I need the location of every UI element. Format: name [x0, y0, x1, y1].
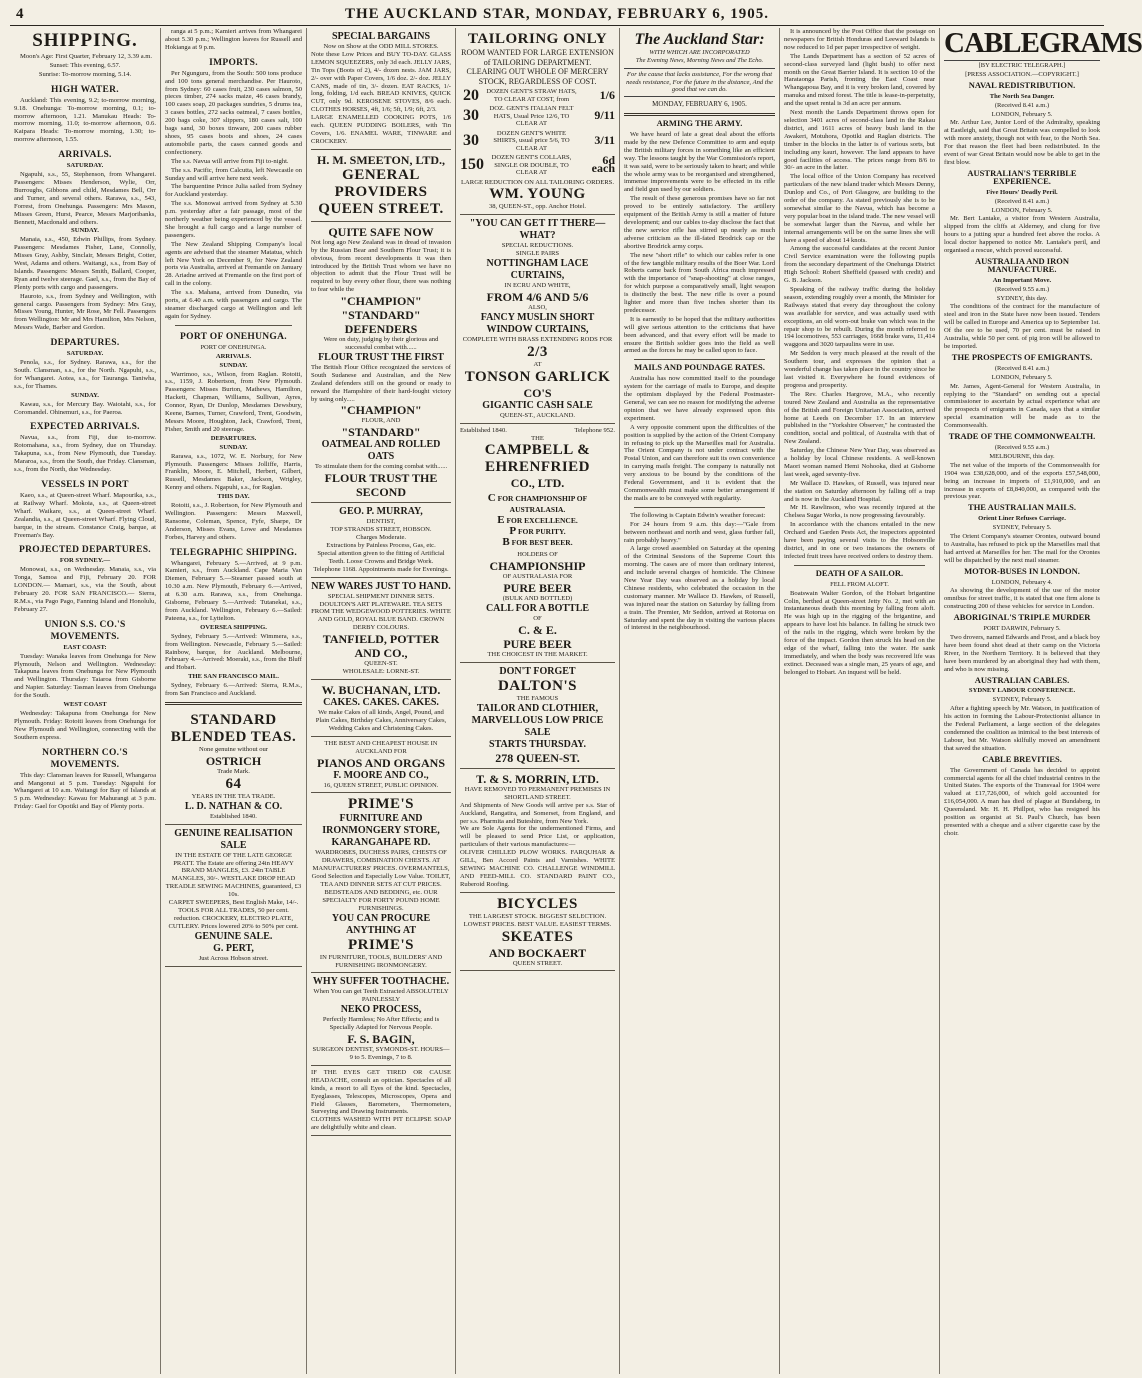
west-coast-heading: WEST COAST	[63, 701, 107, 709]
cable-heading: AUSTRALIAN'S TERRIBLE EXPERIENCE.	[967, 167, 1077, 186]
local-news: A large crowd assembled on Saturday at the opening of the Criminal Sessions of the Supreme Court this morning. The cases are of more than ordinary interest, and include several charges of homicide. The Chinese New Year Day was observed as a holiday by local Chinese residents, who celebrated the occasion in the customary manner. Mr Wallace D. Hawkes, of Russell, was injured near the station on Saturday by falling from a train. The Premier, Mr Seddon, arrived at Rotorua on Saturday and spent the day in visiting the various places of interest in the neighbourhood.	[624, 545, 775, 632]
news-paragraph: Next month the Lands Department throws open for selection 3401 acres of second-class land in the Rakau district, and 1611 acres of heavy bush land in the Awakeri, Motuhora, Opotiki and Raglan districts. The timber in the blocks in the latter is of various sorts, but including any kauri, however. The land appears to have good facilities of access. The prices range from 8/6 to 30/- an acre in the latter.	[784, 109, 935, 172]
arrivals-more-text: Hauroto, s.s., from Sydney and Wellington, with general cargo. Passengers from Sydney: Mrs Gray, Misses Young, Hunter, Mr Rose, Mr Fell. Passengers from Wellington: Mr and Mrs Hamilton, Mrs Nelson, Messrs Wade, Barber and Gordon.	[14, 292, 156, 332]
ad-campbell-ehrenfried: Established 1840. Telephone 952. THE CAMPBELL & EHRENFRIED CO., LTD. C FOR CHAMPIONSHIP OF AUSTRALASIA. E FOR EXCELLENCE. P FOR PURITY. B FOR BEST BEER. HOLDERS OF CHAMPIONSHIP OF AUSTRALASIA FOR PURE BEER (BULK AND BOTTLED) CALL FOR A BOTTLE OF C. & E. PURE BEER THE CHOICEST IN THE MARKET.	[460, 424, 615, 663]
arming-paragraph: The result of these generous promises have so far not proved to be entirely satisfactory. The artillery equipment of the British Army is still a matter of future development; and our cables to-day disclose the fact that the new service rifle has stirred up nearly as much adverse criticism as the ill-fated Brodrick cap or the abortive Brodrick army corps.	[624, 195, 775, 250]
column-local-news	[780, 28, 940, 1374]
cable-text: The Government of Canada has decided to appoint commercial agents for all the chief industrial centres in the United States. The exports of the Transvaal for 1904 were valued at £17,726,000, of which gold accounted for £16,054,000. A man has died of plague at Bundaberg, in Queensland. Mr. H. H. Phillpot, who has resigned his position as organist at St. Paul's Church, has been presented with a cheque and a silver cigarette case by the choir.	[944, 766, 1100, 837]
oversea-shipping-text: Sydney, February 5.—Arrived: Wimmera, s.s., from Wellington. Newcastle, February 5.—Sailed: Rainbow, barque, for Auckland. Melbourne, February 4.—Arrived: Moeraki, s.s., from the Bluff and Hobart.	[165, 632, 302, 672]
death-text: Boatswain Walter Gordon, of the Hobart brigantine Colin, berthed at Queen-street Jetty No. 2, met with an instantaneous death this morning by falling from aloft. He was high up in the rigging of the brigantine, and appears to have lost his balance. In falling he struck two of the rails in the rigging, which were broken by the force of the impact. Gordon then struck his head on the edge of the wharf, falling into the water. He sank immediately, and when the body was recovered life was extinct. Deceased was a single man, 25 years of age, and belonged to Hobart. An inquest will be held.	[784, 589, 935, 676]
arrivals-text: Ngapuhi, s.s., 55, Stephenson, from Whangarei. Passengers: Misses Henderson, Wylie, Orr, Burroughs, Gibbons and child, Mesdames Bell, Orr and Turner, and several others. Rarawa, s.s., 543, Forrest, from Onehunga. Passengers: Mrs Mason, Misses Green, Hurst, Pearce, Messrs Marjoribanks, Bennett, Macdonald and others.	[14, 171, 156, 226]
death-heading: DEATH OF A SAILOR.	[815, 567, 904, 578]
news-paragraph: Mr H. Rawlinson, who was recently injured at the Chelsea Sugar Works, is now progressing favourably.	[784, 504, 935, 520]
ad-bicycles: BICYCLES THE LARGEST STOCK. BIGGEST SELECTION. LOWEST PRICES. BEST VALUE. EASIEST TERMS. SKEATES AND BOCKAERT QUEEN STREET.	[460, 893, 615, 972]
editorial-date: MONDAY, FEBRUARY 6, 1905.	[652, 100, 747, 109]
arrivals-day: SATURDAY.	[66, 162, 104, 170]
cable-text: After a fighting speech by Mr. Watson, in justification of his action in forming the Labour-Protectionist alliance in the Federal Parliament, a large section of the delegates condemned the coalition as inimical to the best interests of Labour, but Mr. Watson skilfully moved an amendment that saved the situation.	[944, 705, 1100, 752]
ad-smeeton: H. M. SMEETON, LTD., GENERAL PROVIDERS QUEEN STREET.	[311, 150, 451, 222]
cable-heading: MOTOR-BUSES IN LONDON.	[964, 565, 1080, 576]
shipping-note-4: The s.s. Monowai arrived from Sydney at 5.30 p.m. yesterday after a fair passage, most of the northerly weather being experienced by the vessel. She brought a full cargo and a large number of passengers.	[165, 200, 302, 239]
union-movements-text: Tuesday: Wanaka leaves from Onehunga for New Plymouth, Nelson and Wellington. Wednesday: Takapuna leaves from Onehunga for New Plymouth and Wellington. Thursday: Taiaroa from Gisborne and Napier. Saturday: Tasman leaves from Onehunga for the South.	[14, 652, 156, 700]
column-cablegrams: CABLEGRAMS [BY ELECTRIC TELEGRAPH.] [PRESS ASSOCIATION.—COPYRIGHT.] NAVAL REDISTRIBUTION. The North Sea Danger. (Received 8.41 a.m.) LONDON, February 5. Mr. Arthur Lee, Junior Lord of the Admiralty, speaking at Eastleigh, said that Great Britain was compelled to look with more anxiety, though not with fear, to the North Sea. For that reason the fleet had been redistributed. In the event of war Great Britain would now be able to get in the first blow. AUSTRALIAN'S TERRIBLE EXPERIENCE. Five Hours' Deadly Peril. (Received 8.41 a.m.) LONDON, February 5. Mr. Bert Lantake, a visitor from Western Australia, slipped from the cliffs at Alderney, and clung for five hours to a jutting spur a hundred feet above the rocks. A local doctor happened to notice Mr. Lantake's peril, and organised a rescue, which proved successful. AUSTRALIA AND IRON MANUFACTURE. An Important Move. (Received 9.55 a.m.) SYDNEY, this day. The conditions of the contract for the manufacture of steel and iron in the State have now been issued. Tenders will be called in Europe and America up to September 1st. Of the ore to be used, 70 per cent. must be raised in Australia, while 50 per cent. of pig iron will be allowed to be imported. THE PROSPECTS OF EMIGRANTS. (Received 8.41 a.m.) LONDON, February 5. Mr. James, Agent-General for Western Australia, in replying to the "Standard" on sending out a special commissioner to ascertain by actual experience what are the prospects of emigrants in Canada, says that a similar special examination will be made as to the Commonwealth. TRADE OF THE COMMONWEALTH. (Received 9.55 a.m.) MELBOURNE, this day. The net value of the imports of the Commonwealth for 1904 was £38,628,000, and of the exports £57,548,000, being an increase in imports of £1,910,000, and an increase in exports of £8,840,000, as compared with the previous year. THE AUSTRALIAN MAILS. Orient Liner Refuses Carriage. SYDNEY, February 5. The Orient Company's steamer Orontes, outward bound to Australia, has refused to pick up the Marseilles mail that had arrived at Marseilles for her. The mail for the Orontes will be dispatched by the next mail steamer. MOTOR-BUSES IN LONDON. LONDON, February 4. As showing the development of the use of the motor omnibus for street traffic, it is stated that one firm alone is constructing 200 of these vehicles for service in London. ABORIGINAL'S TRIPLE MURDER PORT DARWIN, February 5. Two drovers, named Edwards and Frost, and a black boy have been found shot dead at their camp on the Victoria River, in the Northern Territory. It is believed that they have been murdered by an aboriginal they had with them, and who is now missing. AUSTRALIAN CABLES. SYDNEY LABOUR CONFERENCE. SYDNEY, February 5. After a fighting speech by Mr. Watson, in justification of his action in forming the Labour-Protectionist alliance in the Federal Parliament, a large section of the delegates condemned the coalition as inimical to the best interests of Labour, but Mr. Watson skilfully moved an amendment that saved the situation. CABLE BREVITIES. The Government of Canada has decided to appoint commercial agents for all the chief industrial centres in the United States. The exports of the Transvaal for 1904 were valued at £17,726,000, of which gold accounted for £16,054,000. A man has died of plague at Bundaberg, in Queensland. Mr. H. H. Phillpot, who has resigned his position as organist at St. Paul's Church, has been presented with a cheque and a silver cigarette case by the choir.	[944, 27, 1142, 837]
this-day-text: Rotoiti, s.s., J. Robertson, for New Plymouth and Wellington. Passengers: Messrs Maxwell, Ransome, Coleman, Spence, Fyfe, Sharpe, Dr Anderson, Misses Evans, Lowe and Mesdames Forbes, Harvey and others.	[165, 502, 302, 541]
union-movements-heading: UNION S.S. CO.'S MOVEMENTS.	[44, 619, 126, 642]
mails-heading: MAILS AND POUNDAGE RATES.	[634, 362, 765, 373]
ad-realisation-sale: GENUINE REALISATION SALE IN THE ESTATE OF THE LATE GEORGE PRATT. The Estate are offering 24in HEAVY BRAND MANGLES, £3. 24in TABLE MANGLES, 30/-. WESTLAKE DROP HEAD TREADLE SEWING MACHINES, guaranteed, £3 10s. CARPET SWEEPERS, Best English Make, 14/-. TOOLS FOR ALL TRADES, 50 per cent. reduction. CROCKERY, ELECTRO PLATE, CUTLERY. Prices lowered 20% to 50% per cent. GENUINE SALE. G. PERT, Just Across Hobson street.	[165, 825, 302, 967]
imports-text: Per Ngunguru, from the South: 500 tons produce and 100 tons general merchandise. Per Hauroto, from Sydney: 60 cases fruit, 230 cases salmon, 50 pieces timber, 274 sacks maize, 46 cases brandy, 100 cases soap, 20 packages sundries, 5 drums tea, 3 cases bottles, 272 sacks oatmeal, 7 cases bottles, 200 bags coke, 307 slippers, 180 cases salt, 100 bags sand, 30 boxes tinware, 200 cases rubber shoes, 95 cases boots and shoes, 24 cases automobile parts, the cases canned goods and confectionery.	[165, 69, 302, 156]
column-ads-1	[307, 28, 456, 1374]
news-paragraph: Mr Seddon is very much pleased at the result of the Southern tour, and expresses the opinion that a wonderful change has taken place in the country since he last visited it. Everywhere he found evidences of progress and prosperity.	[784, 350, 935, 389]
ad-buchanan-cakes: W. BUCHANAN, LTD. CAKES. CAKES. CAKES. We make Cakes of all kinds, Angel, Pound, and Plain Cakes, Birthday Cakes, Anniversary Cakes, Wedding Cakes and Christening Cakes.	[311, 680, 451, 737]
cable-text: Mr. Arthur Lee, Junior Lord of the Admiralty, speaking at Eastleigh, said that Great Britain was compelled to look with more anxiety, though not with fear, to the North Sea. For that reason the fleet had been redistributed. In the event of war Great Britain would now be able to get in the first blow.	[944, 119, 1100, 166]
ad-pianos-organs: THE BEST AND CHEAPEST HOUSE IN AUCKLAND FOR PIANOS AND ORGANS F. MOORE AND CO., 16, QUEEN STREET, PUBLIC OPINION.	[311, 737, 451, 794]
cable-text: As showing the development of the use of the motor omnibus for street traffic, it is stated that one firm alone is constructing 200 of these vehicles for service in London.	[944, 587, 1100, 611]
departures-text: Penola, s.s., for Sydney. Rarawa, s.s., for the South. Clansman, s.s., for the North. Ngapuhi, s.s., for Whangarei. Aotea, s.s., for Tauranga. Taniwha, s.s., for Thames.	[14, 359, 156, 390]
ad-tanfield-potter: NEW WARES JUST TO HAND. SPECIAL SHIPMENT DINNER SETS. DOULTON'S ART PLATEWARE. TEA SETS FROM THE WEDGEWOOD POTTERIES. WHITE AND GOLD, ROYAL BLUE BAND. CROWN DERBY COLOURS. TANFIELD, POTTER AND CO., QUEEN-ST. WHOLESALE: LORNE-ST.	[311, 578, 451, 680]
news-paragraph: The Rev. Charles Hargrove, M.A., who recently toured New Zealand and Australia as the representative of the British and Foreign Unitarian Association, arrived home at Leeds on December 17. In an interview published in the "Yorkshire Observer," he contrasted the condition, social and political, of Australia with that of New Zealand.	[784, 390, 935, 446]
shipping-heading: SHIPPING.	[32, 30, 138, 51]
northern-movements-heading: NORTHERN CO.'S MOVEMENTS.	[42, 747, 128, 770]
news-paragraph: In accordance with the chances entailed in the new Orchard and Garden Pests Act, the inspectors appointed have been paying several visits to the Hobsonville district, and in one or two instances the owners of infected fruit trees have received orders to destroy them.	[784, 521, 935, 560]
news-paragraph: The local office of the Union Company has received particulars of the new island trader which Messrs Denny, Dunlop and Co., of Port Glasgow, are building to the order of the company. As stated previously she is to be somewhat similar to the Navua, which has become a very popular boat in the island trade. The new vessel will be somewhat larger than the Navua, and while her internal arrangements will be on the same lines she will have a speed of about 14 knots.	[784, 173, 935, 244]
onehunga-departures-day: SUNDAY.	[219, 443, 248, 451]
high-water-heading: HIGH WATER.	[51, 84, 119, 95]
sunday-heading: SUNDAY.	[71, 227, 99, 235]
mails-paragraph: A very opposite comment upon the difficulties of the position is supplied by the action of the Orient Company in refusing to pick up the Marseilles mail for Australia. The Orient Company is not under contract with the Postal Union, and can therefore suit its own convenience in carrying mails freight. The company is naturally not very anxious to be bound by the conditions of the Federal Government, and it is evident that the Commonwealth must make some better arrangement if the mails are to be conveyed with regularity.	[624, 423, 775, 502]
vessels-in-port-text: Kaeo, s.s., at Queen-street Wharf. Mapourika, s.s., at Railway Wharf. Mokoia, s.s., at Queen-street Wharf. Waikare, s.s., at Queen-street Wharf. Zealandia, s.s., at Queen-street Wharf. Flying Cloud, barque, in the stream. Constance Craig, barque, at Freeman's Bay.	[14, 491, 156, 539]
column-editorial: The Auckland Star: WITH WHICH ARE INCORPORATED The Evening News, Morning News and The Echo. For the cause that lacks assistance, For the wrong that needs resistance, For the future in the distance, And the good that we can do. MONDAY, FEBRUARY 6, 1905. ARMING THE ARMY. We have heard of late a great deal about the efforts made by the new Defence Committee to arm and equip the British military forces in something like an efficient way. The lessons taught by the War Commission's report, it was said, were to be seriously taken to heart; and while the whole army was to be reorganised and strengthened, immense improvements were to be effected in its rifle and field gun used by our soldiers. The result of these generous promises have so far not proved to be entirely satisfactory. The artillery equipment of the British Army is still a matter of future development; and our cables to-day disclose the fact that the new service rifle has stirred up nearly as much adverse criticism as the ill-fated Brodrick cap or the abortive Brodrick army corps. The new "short rifle" to which our cables refer is one of the few tangible military results of the Boer War. Lord Roberts came back from South Africa much impressed with the importance of "snap-shooting" at close ranges, for which purpose a comparatively small, light weapon is distinctly the best. The new rifle is over a pound lighter and more than five inches shorter than its predecessor. It is earnestly to be hoped that the military authorities will give serious attention to the criticisms that have been advanced, and that every effort will be made to ensure the British soldier goes into the field as well armed as the forces he may be called upon to face. MAILS AND POUNDAGE RATES. Australia has now committed itself to the poundage system for the carriage of mails to Europe, and despite the optimism displayed by the Federal Postmaster-General, we can see no reason for modifying the adverse opinion that we have already expressed upon this experiment. A very opposite comment upon the difficulties of the position is supplied by the action of the Orient Company in refusing to pick up the Marseilles mail for Australia. The Orient Company is not under contract with the Postal Union, and can therefore suit its own convenience in carrying mails freight. The company is naturally not very anxious to be bound by the conditions of the Federal Government, and it is evident that the Commonwealth must make some better arrangement if the mails are to be conveyed with regularity. The following is Captain Edwin's weather forecast: For 24 hours from 9 a.m. this day:—"Gale from between northeast and north and west, glass further fall, rain probably heavy." A large crowd assembled on Saturday at the opening of the Criminal Sessions of the Supreme Court this morning. The cases are of more than ordinary interest, and include several charges of homicide. The Chinese New Year Day was observed as a holiday by local Chinese residents, who celebrated the occasion in the customary manner. Mr Wallace D. Hawkes, of Russell, was injured near the station on Saturday by falling from a train. The Premier, Mr Seddon, arrived at Rotorua on Saturday and spent the day in visiting the various places of interest in the neighbourhood.	[620, 28, 780, 1374]
sale-item: 150 DOZEN GENT'S COLLARS, SINGLE OR DOUBLE, TO CLEAR AT 6d each	[460, 153, 615, 176]
sale-item: 30 DOZ. GENT'S ITALIAN FELT HATS, Usual Price 12/6, TO CLEAR AT 9/11	[463, 105, 615, 127]
cable-heading: CABLE BREVITIES.	[982, 753, 1062, 764]
ad-optician: IF THE EYES GET TIRED OR CAUSE HEADACHE, consult an optician. Spectacles of all kinds, a resort to all Eyes of the kind. Spectacles, Eyeglasses, Telescopes, Microscopes, Opera and Field Glasses, Barometers, Thermometers, Surveying and Drawing Instruments. CLOTHES WASHED WITH PIT ECLIPSE SOAP are delightfully white and clean.	[311, 1066, 451, 1136]
cable-heading: AUSTRALIA AND IRON MANUFACTURE.	[975, 255, 1069, 274]
departures-heading: DEPARTURES.	[50, 338, 120, 349]
union-east-coast: EAST COAST:	[63, 643, 107, 651]
columns	[10, 27, 1142, 1374]
shipping-note-2: The s.s. Pacific, from Calcutta, left Newcastle on Sunday and will arrive here next week.	[165, 166, 302, 182]
moon-age: Moon's Age: First Quarter, February 12, 3.39 a.m.	[20, 53, 153, 60]
projected-departures-text: Monowai, s.s., on Wednesday. Manaia, s.s., via Tonga, Samoa and Fiji, February 20. FOR LONDON.— Mamari, s.s., via the South, about February 20. FOR SAN FRANCISCO.— Sierra, R.M.s., via Pago Pago, Fanning Island and Honolulu, February 27.	[14, 566, 156, 613]
ad-standard-teas: STANDARD BLENDED TEAS. None genuine without our OSTRICH Trade Mark. 64 YEARS IN THE TEA TRADE. L. D. NATHAN & CO. Established 1840.	[165, 709, 302, 825]
ad-champion-flour: QUITE SAFE NOW Not long ago New Zealand was in dread of invasion by the Russian Bear and Southern Flour Trust; it is obvious, from recent developments it was then introduced by the British Trust whom we have no objection to admit that the Flour Trust will be required to buy every other flour, there was nothing to fear while the "CHAMPION" "STANDARD" DEFENDERS Were on duty, judging by their glorious and successful combat with...... FLOUR TRUST THE FIRST The British Flour Office recognized the services of South Sudanese and Australian, and the New Zealand defenders still on the ground or ready to reward the Hampshire of their hard-fought victory by using only..... "CHAMPION" FLOUR, AND "STANDARD" OATMEAL AND ROLLED OATS To stimulate them for the coming combat with...... FLOUR TRUST THE SECOND	[311, 222, 451, 504]
telegraphic-shipping-text: Whangarei, February 5.—Arrived, at 9 p.m. Kamieri, s.s., from Auckland. Cape Maria Van Diemen, February 5.—Steamer passed south at 10.30 a.m. New Plymouth, February 6.—Arrived, at 6.30 a.m. Rarawa, s.s., from Onehunga. Gisborne, February 5.—Arrived: Tutanekai, s.s., from Auckland. Wellington, February 6.—Sailed: Pateena, s.s., for Lyttelton.	[165, 559, 302, 622]
ad-young-tailoring: TAILORING ONLY ROOM WANTED FOR LARGE EXTENSION of TAILORING DEPARTMENT. CLEARING OUT WHOLE OF MERCERY STOCK, REGARDLESS OF COST. 20 DOZEN GENT'S STRAW HATS, TO CLEAR AT COST, from 1/6 30 DOZ. GENT'S ITALIAN FELT HATS, Usual Price 12/6, TO CLEAR AT 9/11 30 DOZEN GENT'S WHITE SHIRTS, usual price 5/6, TO CLEAR AT 3/11 150 DOZEN GENT'S COLLARS, SINGLE OR DOUBLE, TO CLEAR AT 6d each LARGE REDUCTION ON ALL TAILORING ORDERS. WM. YOUNG 38, QUEEN-ST., opp. Anchor Hotel.	[460, 28, 615, 215]
expected-arrivals-heading: EXPECTED ARRIVALS.	[30, 422, 140, 433]
high-water-text: Auckland: This evening, 9.2; to-morrow morning, 9.18. Onehunga: To-morrow morning, 0.1; to-morrow afternoon, 1.21. Manukau Heads: To-morrow morning, 11.0; to-morrow afternoon, 0.6. Kaipara Heads: To-morrow morning, 1.30; to-morrow afternoon, 1.55.	[14, 96, 156, 144]
northern-movements-text: This day: Clansman leaves for Russell, Whangaroa and Mangonui at 5 p.m. Tuesday: Ngapuhi for Whangarei at 10 a.m. Waitangi for Bay of Islands at 5 p.m. Wednesday: Kawau for Mahurangi at 3 p.m. Friday: Gael for Opotiki and Bay of Plenty ports.	[14, 771, 156, 811]
onehunga-arrivals-text: Warrimoo, s.s., Wilson, from Raglan. Rotoiti, s.s., 1159, J. Robertson, from New Plymouth. Passengers: Misses Burton, Mathews, Hamilton, Hackett, Chapman, Williams, Sullivan, Ayres, Connor, Ryan, Dr Dunlop, Mesdames Dewsbury, Keene, Barnes, Turner, Crawford, Trent, Goodwin, Messrs Moore, Houghton, Jack, Crawford, Trent, Fisher, Smith and 20 steerage.	[165, 370, 302, 433]
this-day-heading: THIS DAY.	[217, 493, 250, 501]
ad-daltons: DON'T FORGET DALTON'S THE FAMOUS TAILOR AND CLOTHIER, MARVELLOUS LOW PRICE SALE STARTS THURSDAY. 278 QUEEN-ST.	[460, 663, 615, 769]
cable-text: The conditions of the contract for the manufacture of steel and iron in the State have now been issued. Tenders will be called in Europe and America up to September 1st. Of the ore to be used, 70 per cent. must be raised in Australia, while 50 per cent. of pig iron will be allowed to be imported.	[944, 303, 1100, 350]
arming-paragraph: We have heard of late a great deal about the efforts made by the new Defence Committee to arm and equip the British military forces in something like an efficient way. The lessons taught by the War Commission's report, it was said, were to be seriously taken to heart; and while the whole army was to be reorganised and strengthened, immense improvements were to be effected in its rifle and field gun used by our soldiers.	[624, 131, 775, 194]
ad-primes: PRIME'S FURNITURE AND IRONMONGERY STORE, KARANGAHAPE RD. WARDROBES, DUCHESS PAIRS, CHESTS OF DRAWERS, COMBINATION CHESTS. AT MANUFACTURERS' PRICES. OVERMANTELS, Good Selection and Especially Low Value. TOILET, TEA AND DINNER SETS AT CUT PRICES. BEDSTEADS AND BEDDING, etc. OUR SPECIALTY FOR FORTY POUND HOME FURNISHINGS. YOU CAN PROCURE ANYTHING AT PRIME'S IN FURNITURE, TOOLS, BUILDERS' AND FURNISHING IRONMONGERY.	[311, 793, 451, 973]
ceb-letter-list: C FOR CHAMPIONSHIP OF AUSTRALASIA. E FOR EXCELLENCE. P FOR PURITY. B FOR BEST BEER.	[487, 492, 588, 549]
sf-mail-heading: THE SAN FRANCISCO MAIL.	[188, 673, 279, 681]
arming-paragraph: The new "short rifle" to which our cables refer is one of the few tangible military results of the Boer War. Lord Roberts came back from South Africa much impressed with the importance of "snap-shooting" at close ranges, for which purpose a comparatively small, light weapon is distinctly the best. The new rifle is over a pound lighter and more than five inches shorter than its predecessor.	[624, 251, 775, 314]
onehunga-departures-heading: DEPARTURES.	[210, 434, 257, 442]
cable-text: Two drovers, named Edwards and Frost, and a black boy have been found shot dead at their camp on the Victoria River, in the Northern Territory. It is believed that they have been murdered by an aboriginal they had with them, and who is now missing.	[944, 634, 1100, 673]
news-paragraph: Mr Wallace D. Hawkes, of Russell, was injured near the station on Saturday afternoon by falling off a trap and is now in the Auckland Hospital.	[784, 479, 935, 503]
expected-arrivals-text: Navua, s.s., from Fiji, due to-morrow. Rotomahana, s.s., from Sydney, due on Thursday. Takapuna, s.s., from New Plymouth, due Tuesday. Mararoa, s.s., from the South, due Friday. Clansman, s.s., from the North, due Wednesday.	[14, 434, 156, 474]
sunrise: Sunrise: To-morrow morning, 5.14.	[38, 70, 132, 78]
news-paragraph: Among the successful candidates at the recent Junior Civil Service examination were the following pupils from the secondary department of the Onehunga District High School: Robert Sheffield (passed with credit) and G. B. Jackson.	[784, 245, 935, 285]
projected-departures-heading: PROJECTED DEPARTURES.	[19, 545, 151, 556]
port-onehunga-sub: PORT OF ONEHUNGA.	[200, 343, 267, 351]
oversea-shipping-heading: OVERSEA SHIPPING.	[200, 623, 267, 631]
shipping-note-3: The barquentine Prince Julia sailed from Sydney for Auckland yesterday.	[165, 183, 302, 199]
ad-morrin: T. & S. MORRIN, LTD. HAVE REMOVED TO PERMANENT PREMISES IN SHORTLAND STREET. And Shipments of New Goods will arrive per s.s. Star of Auckland, Rangatira, and Somerset, from England, and per s.s. Pharmita and Buteshire, from New York. We are Sole Agents for the undermentioned Firms, and will be pleased to send Price List, or application, particulars of their various manufactures:— OLIVER CHILLED PLOW WORKS. FARQUHAR & GILL, Ben Accord Paints and Varnishes. WHITE SEWING MACHINE CO. CHALLENGE WINDMILL AND FEED-MILL CO. STANDARD PAINT CO., Ruberoid Roofing.	[460, 769, 615, 893]
sale-item: 20 DOZEN GENT'S STRAW HATS, TO CLEAR AT COST, from 1/6	[463, 86, 615, 104]
cable-heading: THE AUSTRALIAN MAILS.	[968, 502, 1076, 513]
cable-text: The Orient Company's steamer Orontes, outward bound to Australia, has refused to pick up the Marseilles mail that had arrived at Marseilles for her. The mail for the Orontes will be dispatched by the next mail steamer.	[944, 533, 1100, 564]
sale-list	[460, 88, 615, 177]
weather-forecast: For 24 hours from 9 a.m. this day:—"Gale from between northeast and north and west, glass further fall, rain probably heavy."	[624, 520, 775, 544]
cable-text: The net value of the imports of the Commonwealth for 1904 was £38,628,000, and of the exports £57,548,000, being an increase in imports of £1,910,000, and an increase in exports of £8,840,000, as compared with the previous year.	[944, 461, 1100, 501]
ad-murray-dentist: GEO. P. MURRAY, DENTIST, TOP STRANDS STREET, HOBSON. Charges Moderate. Extractions by Painless Process, Gas, etc. Special attention given to the fitting of Artificial Teeth. Loose Crowns and Bridge Work. Telephone 1168. Appointments made for Evenings.	[311, 503, 451, 577]
cable-text: Mr. Bert Lantake, a visitor from Western Australia, slipped from the cliffs at Alderney, and clung for five hours to a jutting spur a hundred feet above the rocks. A local doctor happened to notice Mr. Lantake's peril, and organised a rescue, which proved successful.	[944, 215, 1100, 255]
arming-heading: ARMING THE ARMY.	[656, 118, 743, 129]
news-paragraph: Saturday, the Chinese New Year Day, was observed as a holiday by local Chinese residents. A well-known Maori woman named Hemi Nohooka, died at Gisborne last week, aged seventy-five.	[784, 447, 935, 478]
column-shipping-cont	[161, 28, 307, 1374]
cable-text: Mr. James, Agent-General for Western Australia, in replying to the "Standard" on sending out a special commissioner to ascertain by actual experience what are the prospects of emigrants in Canada, says that a similar special examination will be made as to the Commonwealth.	[944, 382, 1100, 430]
masthead	[10, 6, 1104, 26]
ad-neko-dentist: WHY SUFFER TOOTHACHE. When You can get Teeth Extracted ABSOLUTELY PAINLESSLY NEKO PROCESS, Perfectly Harmless; No After Effects; and is Specially Adapted for Nervous People. F. S. BAGIN, SURGEON DENTIST, SYMONDS-ST. HOURS—9 to 5. Evenings, 7 to 8.	[311, 973, 451, 1065]
cable-heading: AUSTRALIAN CABLES.	[974, 674, 1070, 685]
mails-paragraph: Australia has now committed itself to the poundage system for the carriage of mails to Europe, and despite the optimism displayed by the Federal Postmaster-General, we can see no reason for modifying the adverse opinion that we have already expressed upon this experiment.	[624, 375, 775, 422]
weather-heading: The following is Captain Edwin's weather forecast:	[630, 511, 766, 519]
shipping-note-1: The s.s. Navua will arrive from Fiji to-night.	[171, 157, 289, 165]
shipping-intro: ranga at 5 p.m.; Kamieri arrives from Whangarei about 5.30 p.m.; Wellington leaves for Russell and Hokianga at 9 p.m.	[165, 28, 302, 51]
cable-heading: TRADE OF THE COMMONWEALTH.	[948, 431, 1096, 442]
port-onehunga-heading: PORT OF ONEHUNGA.	[180, 331, 287, 342]
column-shipping	[10, 28, 161, 1374]
departures-sunday-text: Kawau, s.s., for Mercury Bay. Waiotahi, s.s., for Coromandel. Ohinemuri, s.s., for Paeroa.	[14, 400, 156, 416]
vessels-in-port-heading: VESSELS IN PORT	[41, 479, 129, 490]
ad-special-bargains: SPECIAL BARGAINS Now on Show at the ODD MILL STORES. Note these Low Prices and BUY TO-DAY. GLASS LEMON SQUEEZERS, only 3d each. JELLY JARS, Tin Tops (Boots of 2), 4/- dozen nests. JAM JARS, 2/- over with Paper Covers, 1/6 doz. 2/- doz. JELLY CANS, made of tin, 3/- dozen. EAT RACKS, 1/- long, folding, 1/d each. BREAD KNIVES, QUICK CUT, only 9d. KEROSENE STOVES, 8/6 each. CLOTHES HORSES, 4ft, 1/6; 5ft, 1/9; 6ft, 2/3. LARGE ENAMELLED COOKING POTS, 1/6 each. QUEEN PUDDING BOILERS, with Tin Covers, 1/6. ENAMEL WARE, TINWARE and CROCKERY.	[311, 28, 451, 150]
arming-paragraph: It is earnestly to be hoped that the military authorities will give serious attention to the criticisms that have been advanced, and that every effort will be made to ensure the British soldier goes into the field as well armed as the forces he may be called upon to face.	[624, 315, 775, 355]
editorial-flag: The Auckland Star:	[634, 31, 765, 48]
motto: For the cause that lacks assistance, For the wrong that needs resistance, For the future in the distance, And the good that we can do.	[624, 68, 775, 97]
news-paragraph: It is announced by the Post Office that the postage on newspapers for British Honduras and Leeward Islands is now reduced to 1d per paper irrespective of weight.	[784, 28, 935, 51]
news-paragraph: Speaking of the railway traffic during the holiday season, extending roughly over a month, the Minister for Railways stated that every day throughout the colony was available for service, and was actually used with exceptions, an old worn-out brake van which was in the repair shop to be rebuilt. During the month referred to 194 locomotives, 553 carriages, 1668 brake vans, 11,414 waggons and 3020 tarpaulins were in use.	[784, 286, 935, 349]
west-coast-text: Wednesday: Takapuna from Onehunga for New Plymouth. Friday: Rotoiti leaves from Onehunga for New Plymouth and Wellington, connecting with the Southern express.	[14, 710, 156, 741]
onehunga-arrivals-heading: ARRIVALS.	[215, 352, 252, 360]
page-number: 4	[16, 6, 24, 22]
news-paragraph: The Lands Department has a section of 52 acres of second-class surveyed land (light bush) to offer next month on the Great Barrier Island. It is section 10 of the Harataonga Parish, fronting the East Coast near Whangapoua Bay, and it is very broken land, covered by manuka and mixed forest. The title is lease-in-perpetuity, and the upset rental is 3d an acre per annum.	[784, 52, 935, 108]
departures-day: SATURDAY.	[66, 350, 104, 358]
cable-heading: THE PROSPECTS OF EMIGRANTS.	[951, 351, 1093, 362]
newspaper-title: THE AUCKLAND STAR, MONDAY, FEBRUARY 6, 1905.	[344, 6, 770, 22]
shipping-note-6: The s.s. Mahana, arrived from Dunedin, via ports, at 6.40 a.m. with passengers and cargo. The steamer discharged cargo at Wellington and left again for Sydney.	[165, 289, 302, 320]
death-subheading: FELL FROM ALOFT.	[830, 580, 889, 588]
sunday-text: Manaia, s.s., 450, Edwin Phillips, from Sydney. Passengers: Mesdames Fisher, Lane, Connolly, Misses Gray, Ashby, Sinclair, Messrs Bright, Cotter, West, Adams and others. Waitangi, s.s., from Bay of Islands. Passengers: Messrs Smith, Ballard, Cooper, Ryan and twelve steerage. Gael, s.s., from the Bay of Plenty ports with cargo and passengers.	[14, 236, 156, 291]
cablegrams-title: CABLEGRAMS	[944, 27, 1142, 59]
shipping-note-5: The New Zealand Shipping Company's local agents are advised that the steamer Matatua, which left New York on December 9, for New Zealand ports via Australia, arrived at Fremantle on January 28. Ariadne arrived at Fremantle on the first port of call in the colony.	[165, 240, 302, 288]
column-ads-2	[456, 28, 620, 1374]
arrivals-heading: ARRIVALS.	[58, 150, 112, 161]
onehunga-arrivals-day: SUNDAY.	[219, 361, 248, 369]
ad-tonson-garlick: "YOU CAN GET IT THERE—WHAT? SPECIAL REDUCTIONS. SINGLE PAIRS NOTTINGHAM LACE CURTAINS, IN ECRU AND WHITE, FROM 4/6 AND 5/6 ALSO, FANCY MUSLIN SHORT WINDOW CURTAINS, COMPLETE WITH BRASS EXTENDING RODS FOR 2/3 AT TONSON GARLICK CO'S GIGANTIC CASH SALE QUEEN-ST., AUCKLAND.	[460, 215, 615, 423]
projected-sydney: FOR SYDNEY.—	[59, 557, 111, 565]
cable-heading: NAVAL REDISTRIBUTION.	[968, 79, 1076, 90]
sale-item: 30 DOZEN GENT'S WHITE SHIRTS, usual price 5/6, TO CLEAR AT 3/11	[463, 129, 615, 152]
telegraphic-shipping-heading: TELEGRAPHIC SHIPPING.	[169, 547, 298, 558]
sunset: Sunset: This evening, 6.57.	[49, 61, 121, 69]
cable-heading: ABORIGINAL'S TRIPLE MURDER	[953, 612, 1091, 623]
sf-mail-text: Sydney, February 6.—Arrived: Sierra, R.M.s., from San Francisco and Auckland.	[165, 682, 302, 698]
onehunga-departures-text: Rarawa, s.s., 1072, W. E. Norbury, for New Plymouth. Passengers: Misses Jolliffe, Harris, Franklin, Moore, E. Mitchell, Herbert, Gilbert, Russell, Mesdames Baker, Jackson, Wrigley, Kenny and others. Ngapuhi, s.s., for Raglan.	[165, 452, 302, 492]
imports-heading: IMPORTS.	[209, 57, 258, 68]
departures-sunday-heading: SUNDAY.	[71, 391, 99, 399]
